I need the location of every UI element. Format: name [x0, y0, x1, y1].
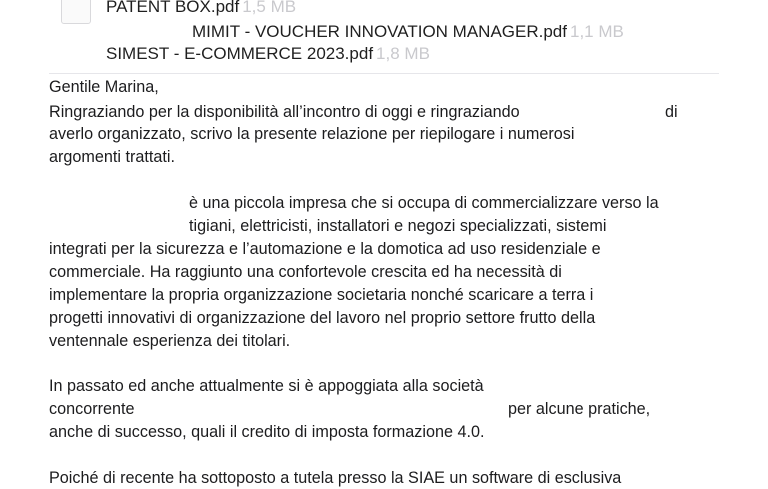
body-text: ventennale esperienza dei titolari. [49, 332, 291, 350]
body-text: anche di successo, quali il credito di imposta formazione 4.0. [49, 423, 485, 441]
body-text: integrati per la sicurezza e l’automazione e la domotica ad uso residenziale e [49, 240, 601, 258]
body-text: di [665, 103, 678, 121]
body-text: per alcune pratiche, [508, 400, 651, 418]
attachment-simest-ecommerce[interactable] [106, 44, 430, 64]
body-text: progetti innovativi di organizzazione del lavoro nel proprio settore frutto della [49, 309, 596, 327]
body-text: Ringraziando per la disponibilità all’incontro di oggi e ringraziando [49, 103, 520, 121]
attachment-size: 1,1 MB [569, 22, 624, 41]
body-text: è una piccola impresa che si occupa di commercializzare verso la [189, 194, 659, 212]
body-text: argomenti trattati. [49, 148, 175, 166]
attachment-name: MIMIT - VOUCHER INNOVATION MANAGER.pdf [192, 22, 567, 41]
attachment-size: 1,5 MB [242, 0, 297, 16]
body-text: averlo organizzato, scrivo la presente relazione per riepilogare i numerosi [49, 125, 575, 143]
body-text: tigiani, elettricisti, installatori e negozi specializzati, sistemi [189, 217, 607, 235]
body-text: In passato ed anche attualmente si è appoggiata alla società [49, 377, 484, 395]
attachment-name: PATENT BOX.pdf [106, 0, 240, 16]
greeting: Gentile Marina, [49, 78, 159, 96]
body-text: Poiché di recente ha sottoposto a tutela presso la SIAE un software di esclusiva [49, 469, 622, 487]
body-text: concorrente [49, 400, 135, 418]
attachment-name: SIMEST - E-COMMERCE 2023.pdf [106, 44, 374, 63]
file-icon[interactable] [61, 0, 91, 24]
divider [49, 73, 719, 74]
attachment-voucher-innovation[interactable] [192, 22, 624, 42]
attachment-size: 1,8 MB [376, 44, 430, 63]
attachment-patent-box[interactable] [106, 0, 296, 17]
body-text: commerciale. Ha raggiunto una confortevole crescita ed ha necessità di [49, 263, 562, 281]
body-text: implementare la propria organizzazione societaria nonché scaricare a terra i [49, 286, 594, 304]
